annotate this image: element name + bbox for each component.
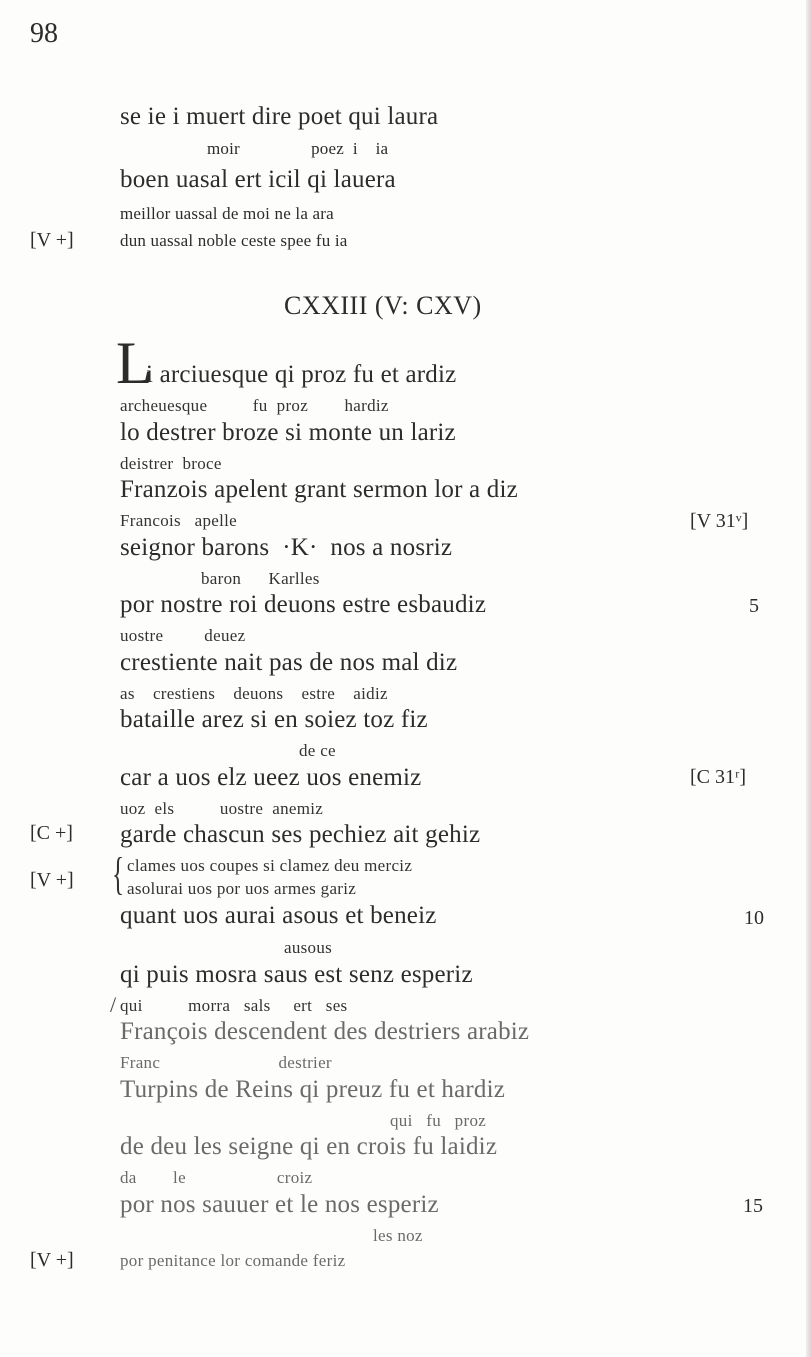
variant-line-15: les noz [373, 1226, 423, 1245]
top-line-5: dun uassal noble ceste spee fu ia [120, 231, 348, 250]
line-14: de deu les seigne qi en crois fu laidiz [120, 1133, 498, 1160]
variant-line-11: qui morra sals ert ses [120, 996, 348, 1015]
variant-line-12: Franc destrier [120, 1053, 332, 1072]
slash-mark: / [110, 992, 117, 1017]
line-5: por nostre roi deuons estre esbaudiz [120, 591, 487, 618]
top-line-3: boen uasal ert icil qi lauera [120, 166, 396, 193]
top-margin-mark: [V +] [30, 229, 74, 251]
variant-line-9a: clames uos coupes si clamez deu merciz [127, 856, 413, 875]
laisse-heading: CXXIII (V: CXV) [284, 291, 482, 320]
line-15: por nos sauuer et le nos esperiz [120, 1191, 439, 1218]
variant-line-8: uoz els uostre anemiz [120, 799, 324, 818]
line-2: lo destrer broze si monte un lariz [120, 419, 456, 446]
margin-mark-v-plus-bottom: [V +] [30, 1249, 74, 1271]
variant-line-2: deistrer broce [120, 454, 222, 473]
line-1: i arciuesque qi proz fu et ardiz [146, 361, 457, 388]
top-line-2: moir poez i ia [207, 139, 389, 158]
line-8: car a uos elz ueez uos enemiz [120, 764, 422, 791]
line-11: qi puis mosra saus est senz esperiz [120, 961, 473, 988]
variant-line-16: por penitance lor comande feriz [120, 1251, 346, 1270]
line-3: Franzois apelent grant sermon lor a diz [120, 476, 518, 503]
variant-line-3: Francois apelle [120, 511, 237, 530]
variant-line-13: qui fu proz [390, 1111, 487, 1130]
variant-line-4: baron Karlles [201, 569, 320, 588]
top-line-1: se ie i muert dire poet qui laura [120, 103, 439, 130]
variant-line-14: da le croiz [120, 1168, 313, 1187]
line-number-5: 5 [749, 595, 759, 617]
variant-line-7: de ce [299, 741, 336, 760]
variant-line-5: uostre deuez [120, 626, 246, 645]
line-number-15: 15 [743, 1195, 763, 1217]
line-7: bataille arez si en soiez toz fiz [120, 706, 428, 733]
folio-mark-v31v: [V 31ᵛ] [690, 510, 749, 532]
line-10: quant uos aurai asous et beneiz [120, 902, 437, 929]
line-number-10: 10 [744, 907, 764, 929]
line-9: garde chascun ses pechiez ait gehiz [120, 821, 481, 848]
margin-mark-v-plus-brace: [V +] [30, 869, 74, 891]
line-4: seignor barons ·K· nos a nosriz [120, 534, 453, 561]
drop-cap: L [116, 330, 153, 396]
page-number: 98 [30, 18, 58, 49]
variant-line-9b: asolurai uos por uos armes gariz [127, 879, 357, 898]
top-line-4: meillor uassal de moi ne la ara [120, 204, 334, 223]
variant-line-6: as crestiens deuons estre aidiz [120, 684, 388, 703]
variant-line-1: archeuesque fu proz hardiz [120, 396, 389, 415]
brace-icon: { [112, 848, 125, 899]
variant-line-10: ausous [284, 938, 333, 957]
line-6: crestiente nait pas de nos mal diz [120, 649, 458, 676]
folio-mark-c31r: [C 31ʳ] [690, 766, 747, 788]
page-edge-shadow [806, 0, 811, 1357]
margin-mark-c-plus: [C +] [30, 822, 73, 844]
line-13: Turpins de Reins qi preuz fu et hardiz [120, 1076, 506, 1103]
line-12: François descendent des destriers arabiz [120, 1018, 530, 1045]
